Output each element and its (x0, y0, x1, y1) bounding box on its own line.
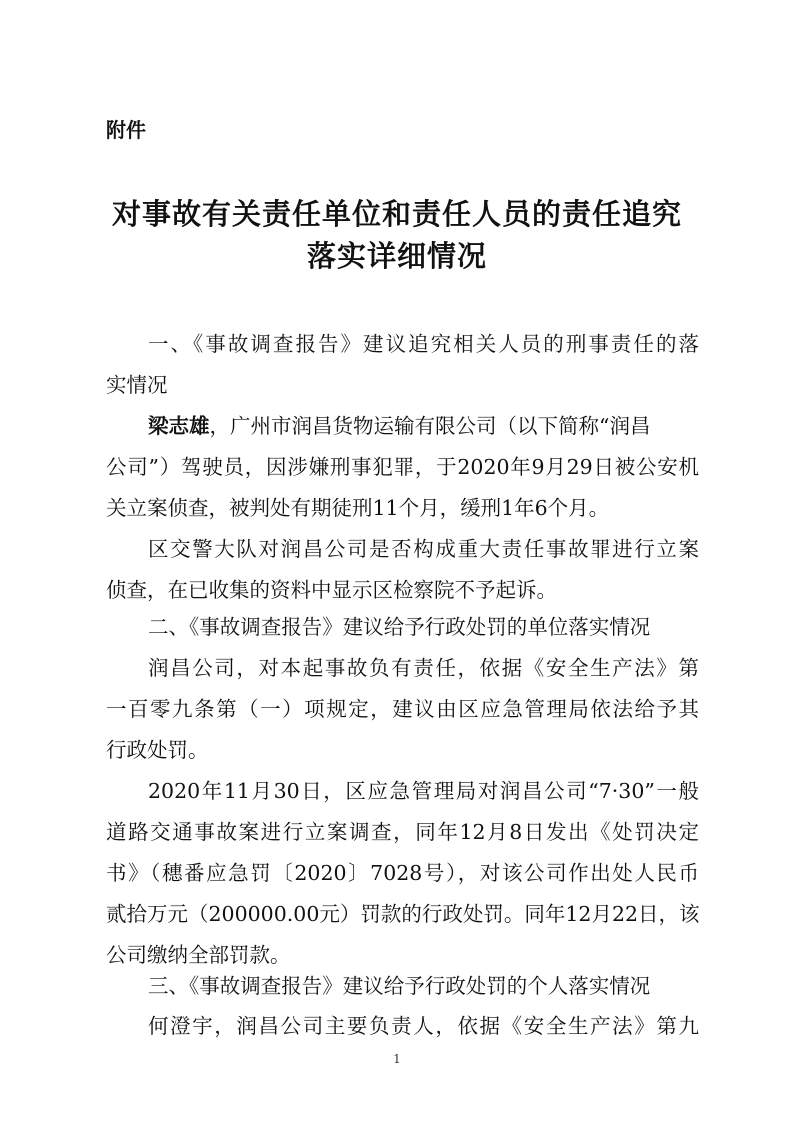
document-title-line-2: 落实详细情况 (306, 239, 487, 273)
section-2-paragraph-1-line-1: 润昌公司，对本起事故负有责任，依据《安全生产法》第 (148, 656, 699, 680)
section-1-paragraph-2-line-2: 侦查，在已收集的资料中显示区检察院不予起诉。 (106, 578, 557, 602)
paragraph-text: ，广州市润昌货物运输有限公司（以下简称“润昌 (209, 414, 651, 438)
section-2-paragraph-2-line-3: 书》（穗番应急罚〔2020〕7028号），对该公司作出处人民币 (106, 861, 699, 885)
attachment-label: 附件 (106, 118, 146, 142)
section-3-paragraph-1-line-1: 何澄宇，润昌公司主要负责人，依据《安全生产法》第九 (148, 1014, 699, 1038)
person-name: 梁志雄 (148, 414, 210, 438)
section-1-heading-line-1: 一、《事故调查报告》建议追究相关人员的刑事责任的落 (148, 332, 699, 356)
section-1-paragraph-1-line-3: 关立案侦查，被判处有期徒刑11个月，缓刑1年6个月。 (106, 496, 610, 520)
section-2-paragraph-1-line-2: 一百零九条第（一）项规定，建议由区应急管理局依法给予其 (106, 697, 699, 721)
page-number: 1 (393, 1052, 401, 1066)
section-2-heading: 二、《事故调查报告》建议给予行政处罚的单位落实情况 (148, 615, 651, 639)
section-1-paragraph-1-line-2: 公司”）驾驶员，因涉嫌刑事犯罪，于2020年9月29日被公安机 (106, 455, 699, 479)
section-2-paragraph-2-line-2: 道路交通事故案进行立案调查，同年12月8日发出《处罚决定 (106, 820, 699, 844)
section-2-paragraph-2-line-1: 2020年11月30日，区应急管理局对润昌公司“7·30”一般 (148, 779, 699, 803)
document-title-line-1: 对事故有关责任单位和责任人员的责任追究 (111, 197, 682, 231)
section-2-paragraph-2-line-4: 贰拾万元（200000.00元）罚款的行政处罚。同年12月22日，该 (106, 902, 700, 926)
section-1-heading-line-2: 实情况 (106, 373, 168, 397)
section-2-paragraph-2-line-5: 公司缴纳全部罚款。 (106, 943, 291, 967)
section-1-paragraph-2-line-1: 区交警大队对润昌公司是否构成重大责任事故罪进行立案 (148, 537, 699, 561)
section-2-paragraph-1-line-3: 行政处罚。 (106, 738, 209, 762)
section-1-paragraph-1-line-1 (148, 412, 699, 440)
section-3-heading: 三、《事故调查报告》建议给予行政处罚的个人落实情况 (148, 974, 651, 998)
